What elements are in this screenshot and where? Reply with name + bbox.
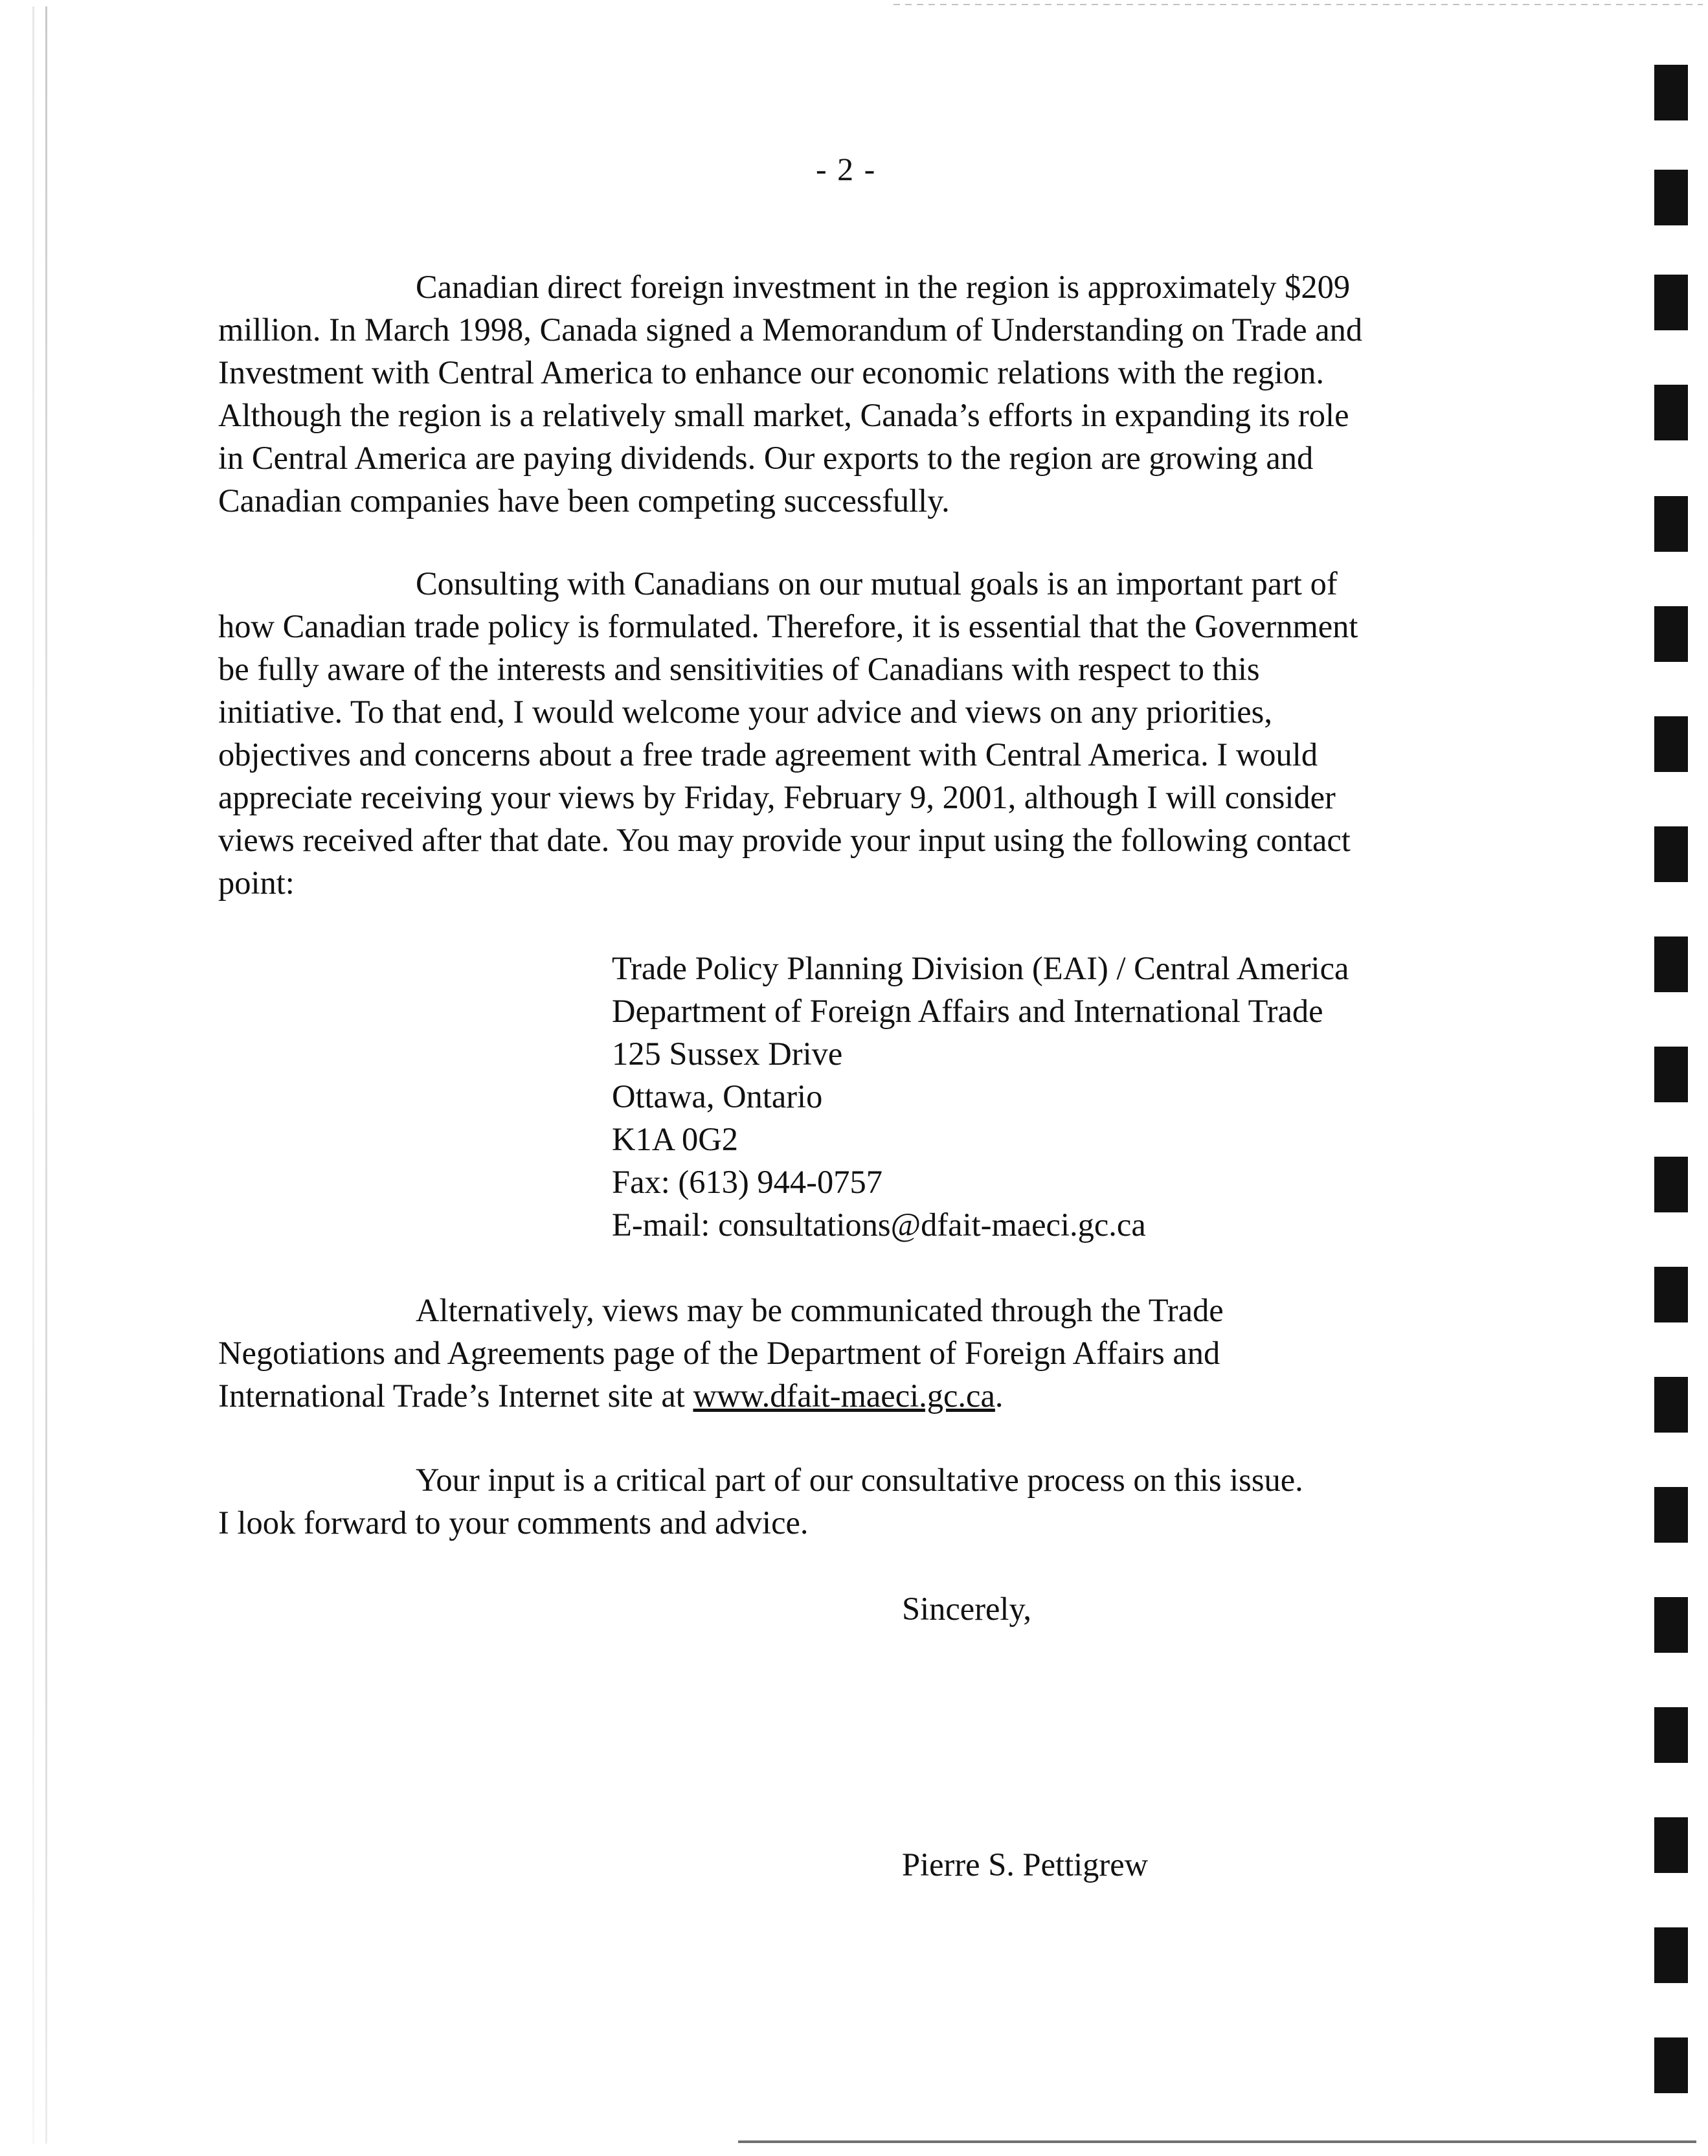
address-email: E-mail: consultations@dfait-maeci.gc.ca <box>612 1207 1146 1243</box>
text-line: Although the region is a relatively small market, Canada’s efforts in expanding its role <box>218 397 1349 433</box>
paragraph-alternative <box>218 1289 1500 1417</box>
binder-mark <box>1654 1157 1688 1212</box>
text-line: how Canadian trade policy is formulated. Therefore, it is essential that the Government <box>218 608 1358 644</box>
contact-address-block <box>612 947 1349 1246</box>
text-line <box>218 1374 1500 1417</box>
binder-mark <box>1654 275 1688 330</box>
binder-mark <box>1654 496 1688 552</box>
address-city: Ottawa, Ontario <box>612 1078 823 1115</box>
website-link[interactable]: www.dfait-maeci.gc.ca <box>693 1378 995 1414</box>
binder-mark <box>1654 1707 1688 1763</box>
binder-hole-marks <box>1648 0 1700 2156</box>
paragraph-consultation <box>218 562 1500 904</box>
paragraph-closing-remarks <box>218 1458 1500 1544</box>
binder-mark <box>1654 826 1688 882</box>
binder-mark <box>1654 606 1688 662</box>
scan-left-edge-faint <box>32 6 34 2144</box>
binder-mark <box>1654 1377 1688 1433</box>
text-line: Your input is a critical part of our consultative process on this issue. <box>416 1462 1303 1498</box>
text-line: Consulting with Canadians on our mutual goals is an important part of <box>416 565 1338 602</box>
binder-mark <box>1654 1817 1688 1873</box>
text-line: Canadian companies have been competing successfully. <box>218 482 950 519</box>
text-line: Canadian direct foreign investment in the region is approximately $209 <box>416 269 1351 305</box>
address-postal-code: K1A 0G2 <box>612 1121 738 1157</box>
address-department: Department of Foreign Affairs and International Trade <box>612 993 1323 1029</box>
signature-name: Pierre S. Pettigrew <box>902 1846 1149 1883</box>
text-line: in Central America are paying dividends. Our exports to the region are growing and <box>218 440 1314 476</box>
page-number: - 2 - <box>816 151 877 187</box>
binder-mark <box>1654 2037 1688 2093</box>
text-line-prefix: International Trade’s Internet site at <box>218 1378 693 1414</box>
text-line: Alternatively, views may be communicated through the Trade <box>416 1292 1224 1328</box>
text-line: initiative. To that end, I would welcome your advice and views on any priorities, <box>218 694 1272 730</box>
binder-mark <box>1654 170 1688 225</box>
address-division: Trade Policy Planning Division (EAI) / Central America <box>612 950 1349 986</box>
text-line: views received after that date. You may provide your input using the following contact <box>218 822 1351 858</box>
binder-mark <box>1654 1487 1688 1543</box>
paragraph-investment <box>218 266 1500 522</box>
text-line: Negotiations and Agreements page of the Department of Foreign Affairs and <box>218 1335 1220 1371</box>
text-line: Investment with Central America to enhance our economic relations with the region. <box>218 354 1325 391</box>
text-line: I look forward to your comments and advice. <box>218 1504 809 1541</box>
scan-left-edge <box>45 6 47 2144</box>
binder-mark <box>1654 385 1688 440</box>
text-line-suffix: . <box>994 1378 1004 1414</box>
text-line: be fully aware of the interests and sensitivities of Canadians with respect to this <box>218 651 1260 687</box>
binder-mark <box>1654 1267 1688 1322</box>
scan-bottom-rule <box>738 2140 1696 2143</box>
binder-mark <box>1654 1047 1688 1102</box>
text-line: million. In March 1998, Canada signed a Memorandum of Understanding on Trade and <box>218 312 1363 348</box>
binder-mark <box>1654 1597 1688 1653</box>
closing-salutation: Sincerely, <box>902 1591 1032 1627</box>
binder-mark <box>1654 1927 1688 1983</box>
text-line: objectives and concerns about a free trade agreement with Central America. I would <box>218 736 1318 773</box>
binder-mark <box>1654 716 1688 772</box>
binder-mark <box>1654 936 1688 992</box>
address-fax: Fax: (613) 944-0757 <box>612 1164 882 1200</box>
scan-top-rule <box>893 4 1703 5</box>
text-line: point: <box>218 865 295 901</box>
binder-mark <box>1654 65 1688 120</box>
text-line: appreciate receiving your views by Friday, February 9, 2001, although I will consider <box>218 779 1336 815</box>
address-street: 125 Sussex Drive <box>612 1036 843 1072</box>
